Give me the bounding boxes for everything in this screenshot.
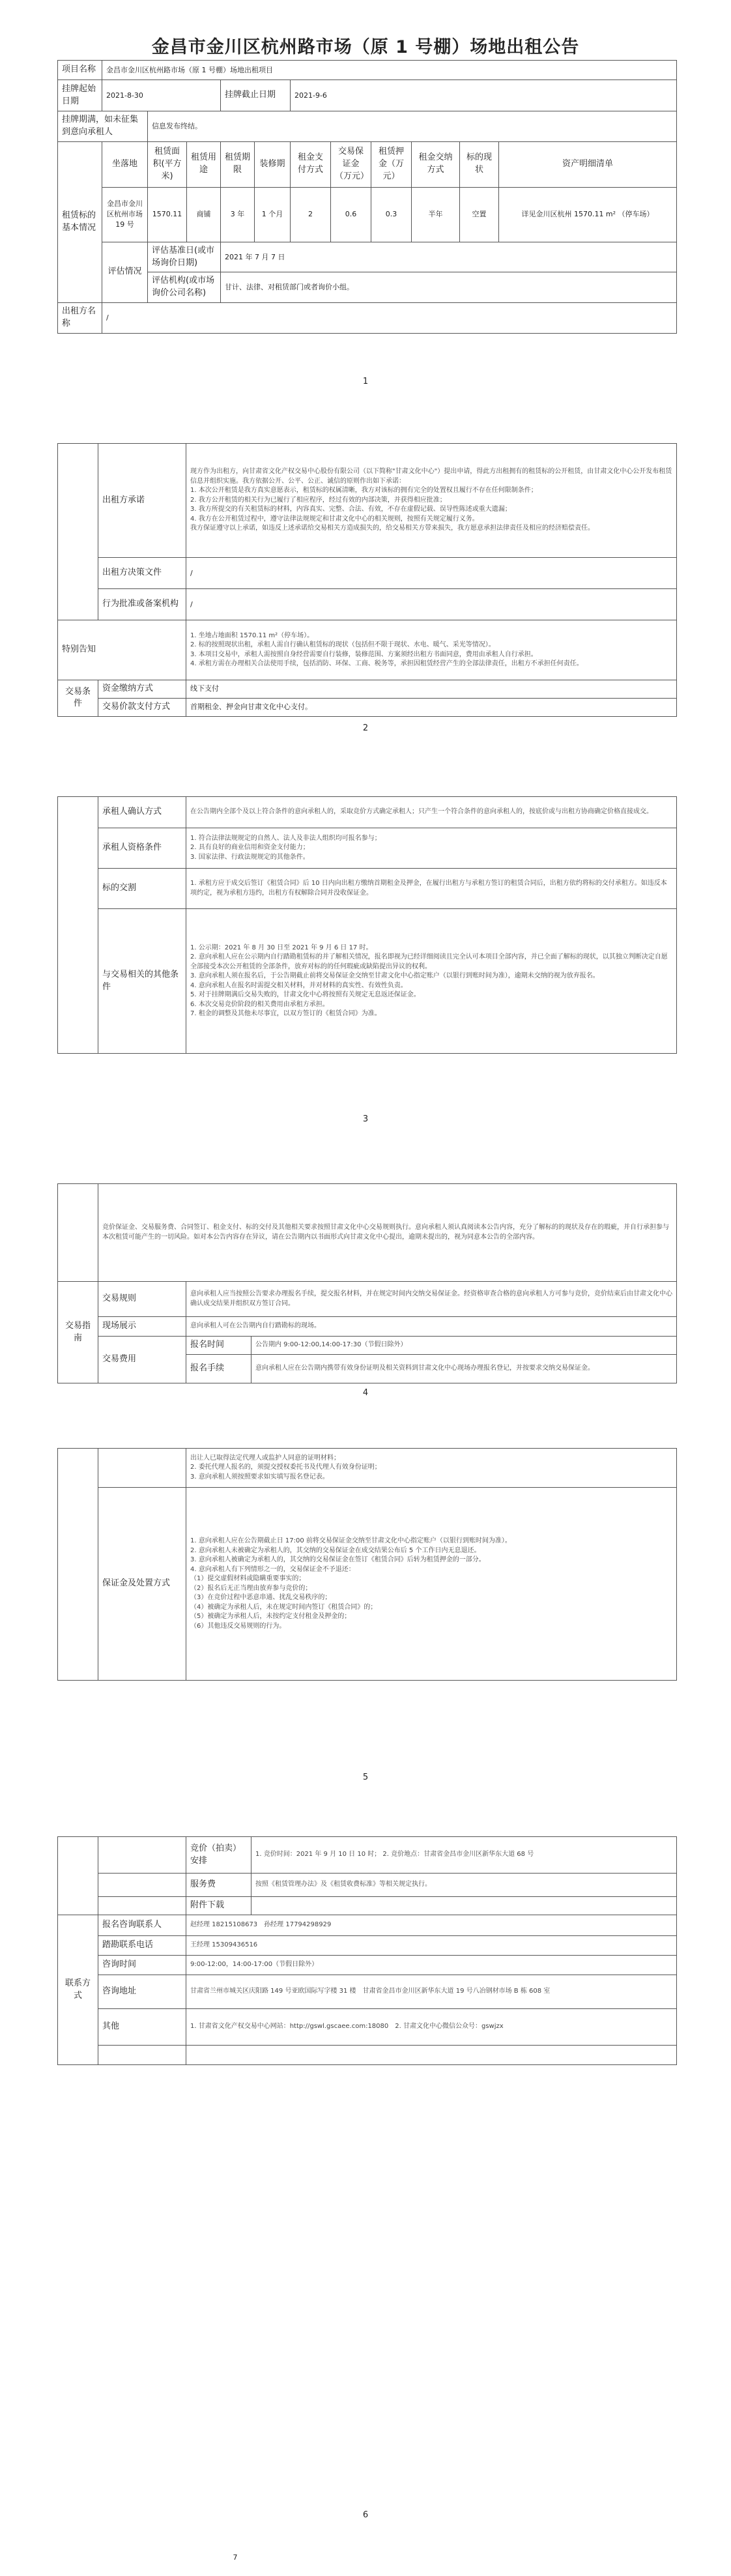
page-6	[57, 1836, 676, 2065]
other-para: 6. 本次交易竞价阶段的相关费用由承租方承担。	[190, 1000, 329, 1008]
qualification-text	[186, 828, 677, 869]
consult-time-label: 咨询时间	[98, 1956, 186, 1975]
pay-method-label: 资金缴纳方式	[98, 680, 186, 699]
other-label: 其他	[98, 2009, 186, 2046]
decision-value: /	[186, 558, 677, 589]
special-label: 特别告知	[58, 620, 186, 680]
commit-para: 现方作为出租方，向甘肃省文化产权交易中心股份有限公司（以下简称"甘肃文化中心"）提出申请，得此方出租拥有的租赁标的公开租赁，由甘肃文化中心公开发布租赁信息并组织实施。我方依据公开、公平、公正、诚信的原则作出如下承诺：	[190, 468, 672, 485]
lessor-value: /	[102, 303, 677, 334]
page-4	[57, 1183, 676, 1383]
intro-para: 2. 委托代理人报名的，须提交授权委托书及代理人有效身份证明；	[190, 1464, 381, 1471]
qual-para: 1. 符合法律法规规定的自然人、法人及非法人组织均可报名参与；	[190, 834, 381, 842]
deposit-para: 4. 意向承租人有下列情形之一的，交易保证金不予退还：	[190, 1565, 355, 1573]
other-para: 3. 意向承租人须在报名后，于公告期截止前将交易保证金交纳至甘肃文化中心指定账户（以银行到账时间为准），逾期未交纳的视为放弃报名。	[190, 972, 599, 979]
cell-guarantee: 0.3	[371, 187, 412, 242]
other-para: 1. 公示期：2021 年 8 月 30 日至 2021 年 9 月 6 日 17 时。	[190, 944, 373, 951]
special-text	[186, 620, 677, 680]
blank-cell	[98, 1449, 186, 1488]
cell-term: 3 年	[221, 187, 255, 242]
intro-text	[186, 1449, 677, 1488]
header-decoration: 装修期	[255, 141, 291, 187]
project-name-label: 项目名称	[58, 61, 102, 80]
deposit-para: （3）在竞价过程中恶意串通、扰乱交易秩序的；	[190, 1594, 332, 1601]
header-location: 坐落地	[102, 141, 148, 187]
footer-number: 7	[233, 2553, 238, 2562]
blank-cell	[98, 1874, 186, 1897]
registration-label: 交易费用	[98, 1337, 186, 1383]
handover-label: 标的交割	[98, 869, 186, 909]
intro-para: 3. 意向承租人须按照要求如实填写报名登记表。	[190, 1473, 329, 1481]
page-number-1: 1	[362, 377, 369, 386]
page-number-3: 3	[362, 1114, 369, 1124]
other-conditions-text	[186, 909, 677, 1054]
handover-value: 1. 承租方应于成交后签订《租赁合同》后 10 日内向出租方缴纳首期租金及押金，在履行出租方与承租方签订的租赁合同后，出租方依约将标的交付承租方。如违反本项约定，视为承租方违约，出租方有权解除合同并没收保证金。	[186, 869, 677, 909]
commit-text	[186, 444, 677, 558]
deposit-para: （6）其他违反交易规则的行为。	[190, 1622, 286, 1630]
address-value: 甘肃省兰州市城关区庆阳路 149 号亚欧国际写字楼 31 楼 甘肃省金昌市金川区新华东大道 19 号八冶钢材市场 B 栋 608 室	[186, 1975, 677, 2009]
special-para: 1. 坐地占地面积 1570.11 m²（停车场）。	[190, 631, 314, 639]
commit-para: 3. 我方所提交的有关租赁标的材料，内容真实、完整、合法、有效，不存在虚假记载、误导性陈述或重大遗漏；	[190, 506, 511, 514]
page-2	[57, 443, 676, 717]
blank-cell	[58, 1837, 98, 1915]
site-phone-label: 踏勘联系电话	[98, 1936, 186, 1956]
cell-deposit: 0.6	[331, 187, 371, 242]
cell-location: 金昌市金川区杭州市场 19 号	[102, 187, 148, 242]
extend-value: 信息发布终结。	[148, 111, 677, 142]
eval-date-label: 评估基准日(或市场询价日期)	[148, 242, 221, 272]
start-date-value: 2021-8-30	[102, 80, 221, 111]
eval-date-value: 2021 年 7 月 7 日	[221, 242, 677, 272]
lessor-label: 出租方名称	[58, 303, 102, 334]
page-5	[57, 1448, 676, 1681]
special-para: 4. 承租方需在办理相关合法使用手续，包括消防、环保、工商、税务等，承担因租赁经营产生的全部法律责任，出租方不承担任何责任。	[190, 660, 583, 667]
cell-asset-list: 详见金川区杭州 1570.11 m² （停车场）	[499, 187, 677, 242]
header-rent-pay: 租金支付方式	[291, 141, 331, 187]
header-asset-list: 资产明细清单	[499, 141, 677, 187]
attachment-label: 附件下载	[186, 1897, 251, 1915]
header-term: 租赁期限	[221, 141, 255, 187]
guide-label: 交易指南	[58, 1282, 98, 1383]
notice-text: 竞价保证金、交易服务费、合同签订、租金支付、标的交付及其他相关要求按照甘肃文化中心交易规则执行。意向承租人须认真阅读本公告内容，充分了解标的的现状及存在的瑕疵，并自行承担参与本次租赁可能产生的一切风险。如对本公告内容存在异议，请在公告期内以书面形式向甘肃文化中心提出，逾期未提出的，视为同意本公告的全部内容。	[98, 1184, 677, 1282]
service-label: 服务费	[186, 1874, 251, 1897]
rules-value: 意向承租人应当按照公告要求办理报名手续，提交报名材料，并在规定时间内交纳交易保证金。经资格审查合格的意向承租人方可参与竞价，竞价结束后由甘肃文化中心确认成交结果并组织双方签订合同。	[186, 1282, 677, 1317]
extend-label: 挂牌期满，如未征集到意向承租人	[58, 111, 148, 142]
intro-para: 出让人已取得法定代理人或监护人同意的证明材料；	[190, 1454, 340, 1462]
qual-para: 2. 具有良好的商业信用和资金支付能力；	[190, 844, 309, 852]
info-table-3	[57, 796, 677, 1054]
info-table-1	[57, 60, 677, 334]
info-table-5	[57, 1448, 677, 1681]
start-date-label: 挂牌起始日期	[58, 80, 102, 111]
deposit-para: （4）被确定为承租人后，未在规定时间内签订《租赁合同》的；	[190, 1603, 377, 1611]
commit-label: 出租方承诺	[98, 444, 186, 558]
commit-para: 1. 本次公开租赁是我方真实意愿表示，租赁标的权属清晰，我方对该标的拥有完全的处置权且履行不存在任何限制条件；	[190, 487, 538, 495]
qual-para: 3. 国家法律、行政法规规定的其他条件。	[190, 853, 309, 861]
special-para: 3. 本项目交易中，承租人需按照自身经营需要自行装修，装修范围、方案须经出租方书面同意，费用由承租人自行承担。	[190, 650, 538, 658]
header-area: 租赁面积(平方米)	[148, 141, 187, 187]
blank-cell	[98, 1837, 186, 1874]
show-value: 意向承租人可在公告期内自行踏勘标的现场。	[186, 1317, 677, 1337]
reg-time-label: 报名时间	[186, 1337, 251, 1355]
end-date-label: 挂牌截止日期	[221, 80, 291, 111]
header-deposit: 交易保证金（万元）	[331, 141, 371, 187]
price-pay-label: 交易价款支付方式	[98, 698, 186, 716]
reg-contact-value: 赵经理 18215108673 孙经理 17794298929	[186, 1915, 677, 1936]
deposit-para: （1）提交虚假材料或隐瞒重要事实的；	[190, 1575, 306, 1582]
info-table-6	[57, 1836, 677, 2065]
deposit-label: 保证金及处置方式	[98, 1488, 186, 1681]
reg-way-value: 意向承租人应在公告期内携带有效身份证明及相关资料到甘肃文化中心现场办理报名登记，并按要求交纳交易保证金。	[251, 1355, 677, 1383]
blank-cell	[58, 1449, 98, 1681]
eval-org-label: 评估机构(或市场询价公司名称)	[148, 272, 221, 303]
commit-para: 2. 我方公开租赁的相关行为已履行了相应程序，经过有效的内部决策，并获得相应批准；	[190, 496, 446, 504]
deposit-para: 1. 意向承租人应在公告期截止日 17:00 前将交易保证金交纳至甘肃文化中心指定账户（以银行到账时间为准）。	[190, 1537, 511, 1544]
special-para: 2. 标的按照现状出租，承租人需自行确认租赁标的现状（包括但不限于现状、水电、暖气、采光等情况）。	[190, 641, 495, 648]
deposit-para: 2. 意向承租人未被确定为承租人的，其交纳的交易保证金在成交结果公布后 5 个工作日内无息退还。	[190, 1546, 481, 1554]
trade-label: 交易条件	[58, 680, 98, 717]
blank-cell	[98, 1897, 186, 1915]
other-para: 2. 意向承租人应在公示期内自行踏勘租赁标的并了解相关情况，报名即视为已经详细阅读且完全认可本项目全部内容，并已全面了解标的现状，以其独立判断决定自愿全部接受本次公开租赁的全部条件，放弃对标的的任何瑕疵或缺陷提出异议的权利。	[190, 953, 668, 970]
cell-decoration: 1 个月	[255, 187, 291, 242]
page-number-2: 2	[362, 723, 369, 733]
other-para: 7. 租金的调整及其他未尽事宜，以双方签订的《租赁合同》为准。	[190, 1010, 381, 1017]
blank-cell	[58, 1184, 98, 1282]
auction-value: 1. 竞价时间：2021 年 9 月 10 日 10 时； 2. 竞价地点：甘肃省金昌市金川区新华东大道 68 号	[251, 1837, 677, 1874]
page-1	[57, 60, 676, 334]
page-3	[57, 796, 676, 1054]
blank-cell	[98, 2046, 186, 2065]
cell-status: 空置	[460, 187, 499, 242]
reg-way-label: 报名手续	[186, 1355, 251, 1383]
end-date-value: 2021-9-6	[291, 80, 677, 111]
reg-contact-label: 报名咨询联系人	[98, 1915, 186, 1936]
page-number-6: 6	[362, 2510, 369, 2520]
deposit-para: （5）被确定为承租人后，未按约定支付租金及押金的；	[190, 1613, 351, 1620]
approval-label: 行为批准或备案机构	[98, 589, 186, 620]
confirm-label: 承租人确认方式	[98, 797, 186, 828]
blank-cell	[58, 797, 98, 1054]
service-value: 按照《租赁管理办法》及《租赁收费标准》等相关规定执行。	[251, 1874, 677, 1897]
commit-para: 4. 我方在公开租赁过程中，遵守法律法规规定和甘肃文化中心的相关规则，按照有关规定履行义务。	[190, 515, 479, 523]
deposit-para: （2）报名后无正当理由放弃参与竞价的；	[190, 1584, 312, 1592]
show-label: 现场展示	[98, 1317, 186, 1337]
qualification-label: 承租人资格条件	[98, 828, 186, 869]
info-table-2	[57, 443, 677, 717]
basic-info-label: 租赁标的基本情况	[58, 141, 102, 302]
eval-org-value: 甘计、法律、对租赁部门或者询价小组。	[221, 272, 677, 303]
site-phone-value: 王经理 15309436516	[186, 1936, 677, 1956]
blank-cell	[186, 2046, 677, 2065]
page-number-4: 4	[362, 1388, 369, 1398]
header-use: 租赁用途	[187, 141, 221, 187]
blank-cell	[58, 444, 98, 620]
deposit-para: 3. 意向承租人被确定为承租人的，其交纳的交易保证金在签订《租赁合同》后转为租赁押金的一部分。	[190, 1556, 485, 1563]
other-value[interactable]: 1. 甘肃省文化产权交易中心网站：http://gswl.gscaee.com:18080 2. 甘肃文化中心微信公众号：gswjzx	[186, 2009, 677, 2046]
cell-use: 商铺	[187, 187, 221, 242]
confirm-value: 在公告期内全部个及以上符合条件的意向承租人的，采取竞价方式确定承租人；只产生一个符合条件的意向承租人的，按底价或与出租方协商确定价格直接成交。	[186, 797, 677, 828]
cell-area: 1570.11	[148, 187, 187, 242]
header-guarantee: 租赁押金（万元）	[371, 141, 412, 187]
commit-para: 我方保证遵守以上承诺，如违反上述承诺给交易相关方造成损失的，给交易相关方带来损失，我方愿意承担法律责任及相应的经济赔偿责任。	[190, 525, 594, 532]
deposit-text	[186, 1488, 677, 1681]
page-title: 金昌市金川区杭州路市场（原 1 号棚）场地出租公告	[151, 37, 580, 57]
page-number-5: 5	[362, 1773, 369, 1782]
other-para: 4. 意向承租人在报名时需提交相关材料，并对材料的真实性、有效性负责。	[190, 981, 407, 989]
decision-label: 出租方决策文件	[98, 558, 186, 589]
info-table-4	[57, 1183, 677, 1383]
price-pay-value: 首期租金、押金向甘肃文化中心支付。	[186, 698, 677, 716]
auction-label: 竞价（拍卖）安排	[186, 1837, 251, 1874]
header-status: 标的现状	[460, 141, 499, 187]
eval-label: 评估情况	[102, 242, 148, 302]
pay-method-value: 线下支付	[186, 680, 677, 699]
other-conditions-label: 与交易相关的其他条件	[98, 909, 186, 1054]
approval-value: /	[186, 589, 677, 620]
header-rent-method: 租金交纳方式	[412, 141, 460, 187]
cell-rent-pay: 2	[291, 187, 331, 242]
other-para: 5. 对于挂牌期满后交易失败的，甘肃文化中心将按照有关规定无息返还保证金。	[190, 991, 420, 998]
cell-rent-method: 半年	[412, 187, 460, 242]
rules-label: 交易规则	[98, 1282, 186, 1317]
project-name-value: 金昌市金川区杭州路市场（原 1 号棚）场地出租项目	[102, 61, 677, 80]
address-label: 咨询地址	[98, 1975, 186, 2009]
attachment-value[interactable]	[251, 1897, 677, 1915]
reg-time-value: 公告期内 9:00-12:00,14:00-17:30（节假日除外）	[251, 1337, 677, 1355]
contact-label: 联系方式	[58, 1915, 98, 2065]
consult-time-value: 9:00-12:00，14:00-17:00（节假日除外）	[186, 1956, 677, 1975]
